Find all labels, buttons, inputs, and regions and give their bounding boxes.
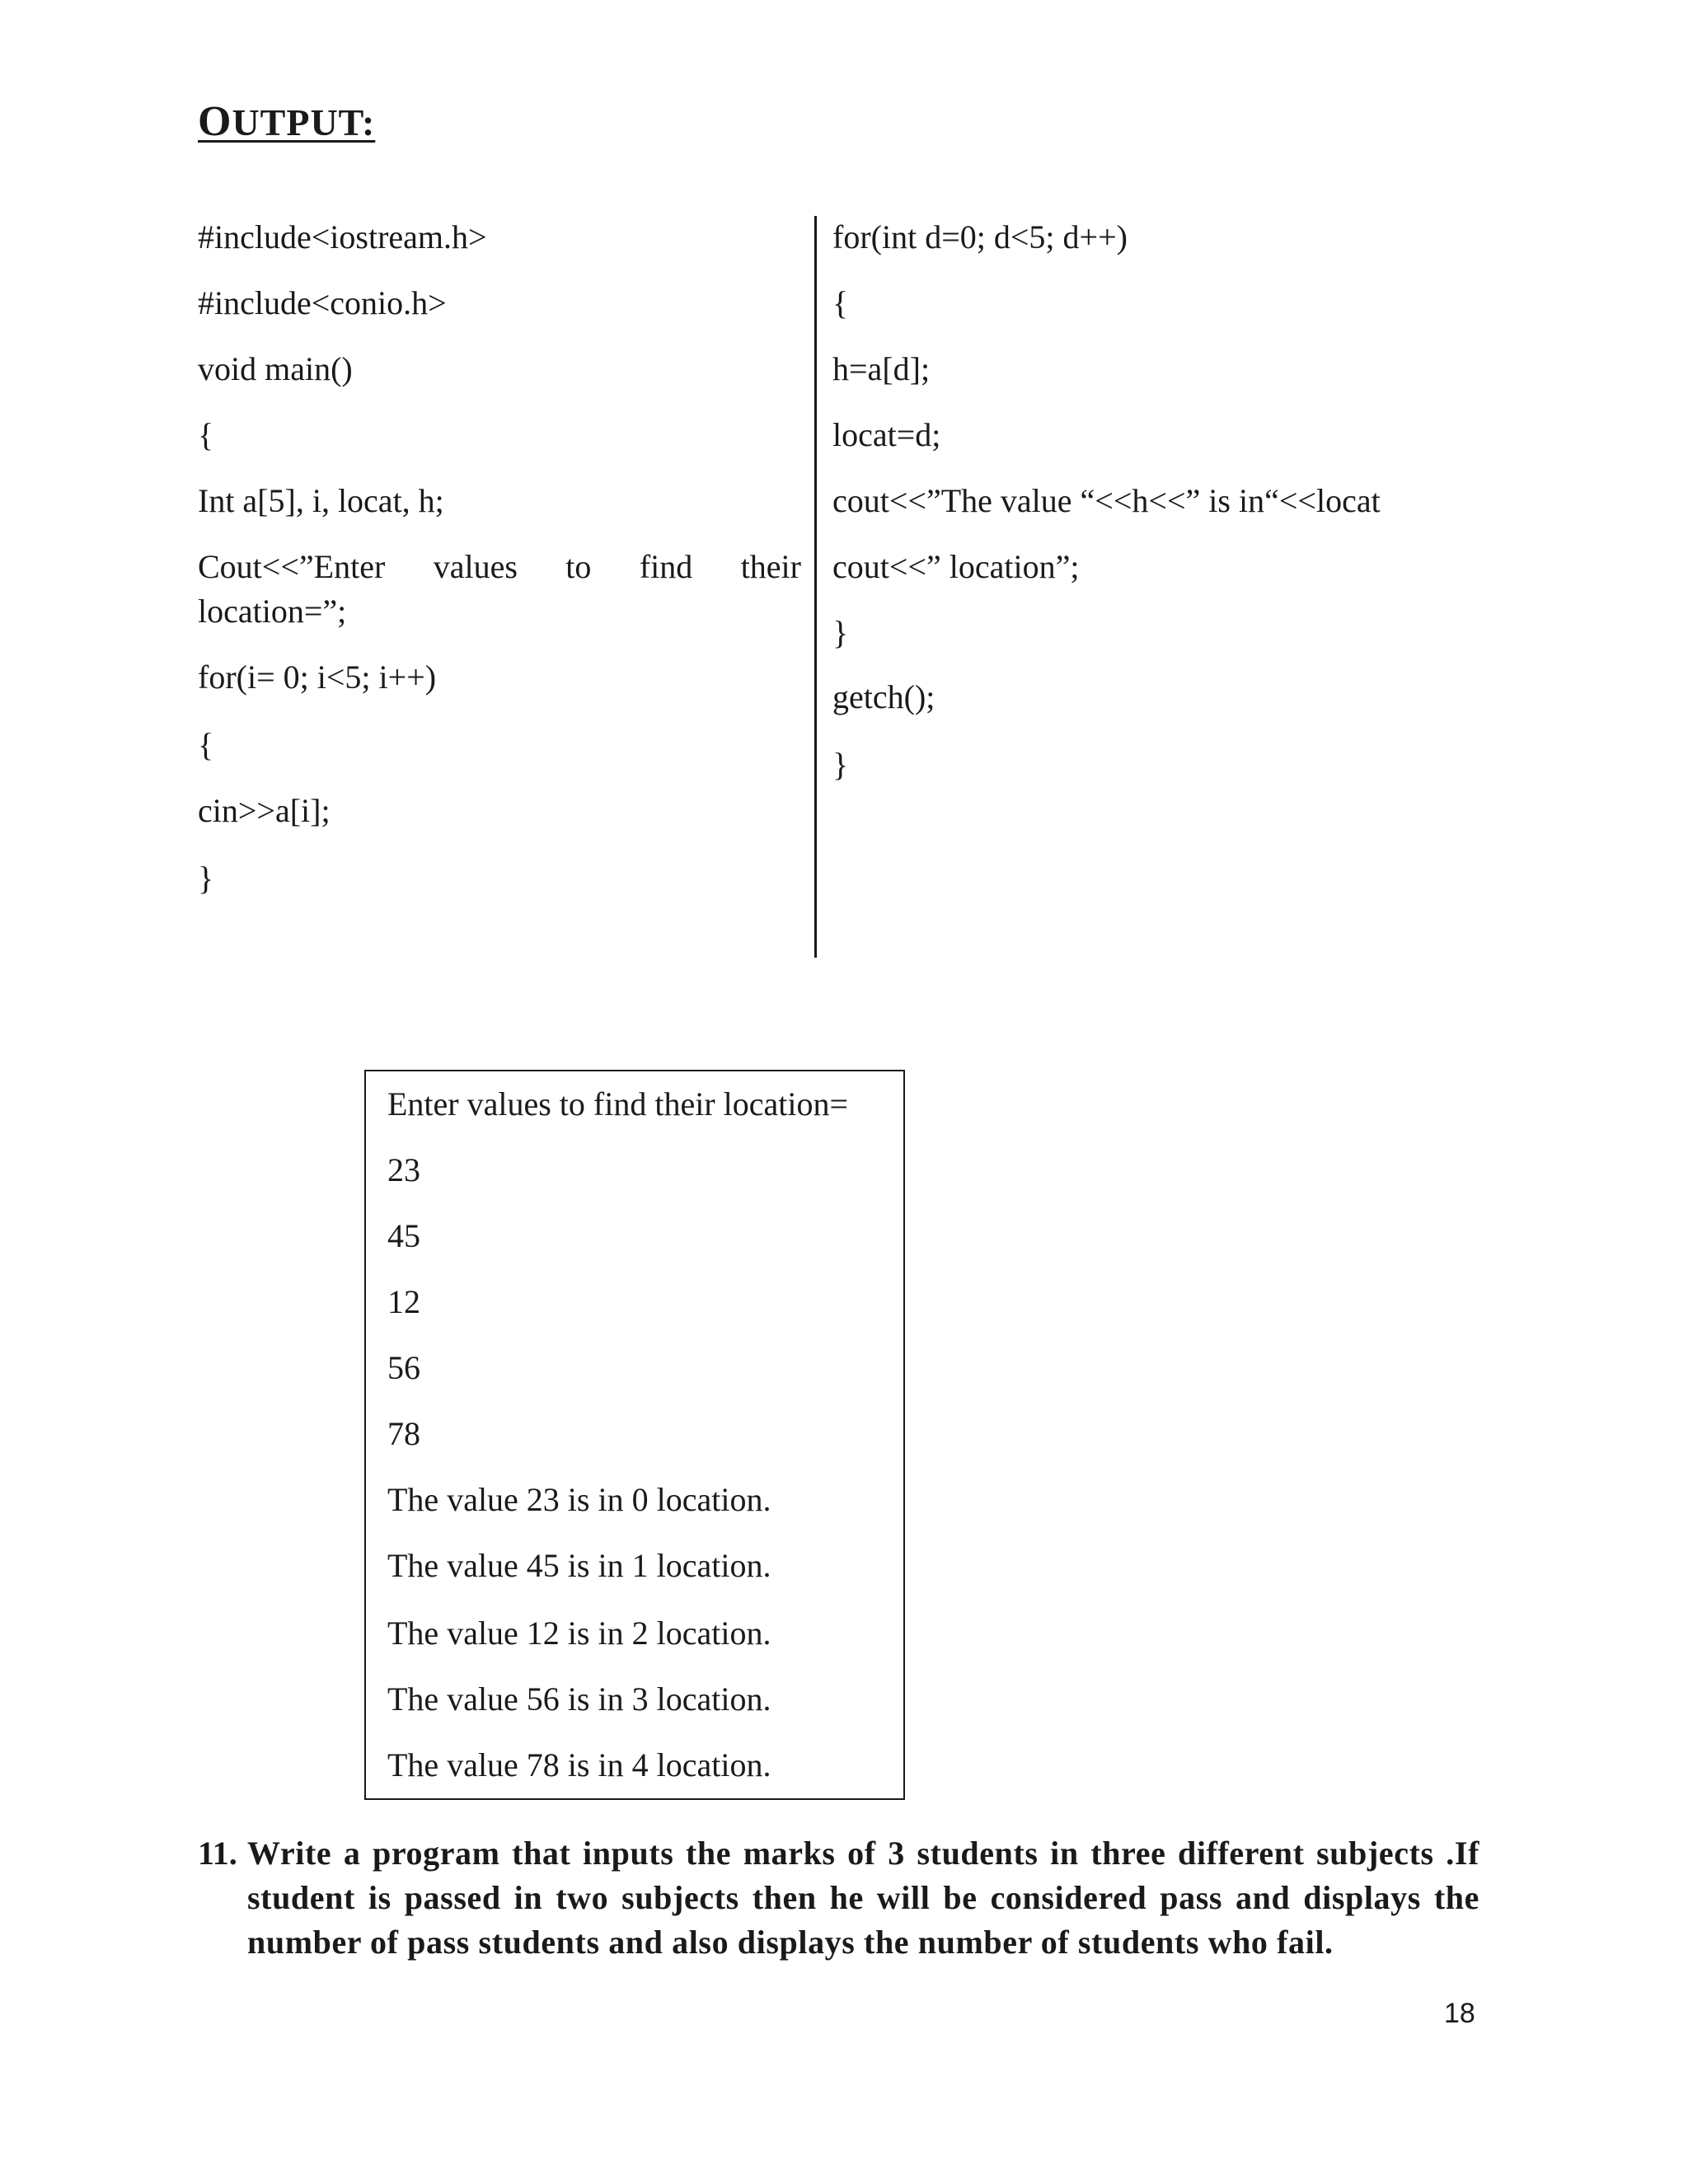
code-line: { bbox=[832, 284, 849, 321]
output-line: 12 bbox=[387, 1283, 420, 1320]
output-line: 78 bbox=[387, 1415, 420, 1452]
output-line: 23 bbox=[387, 1151, 420, 1188]
code-line: Cout<<”Enter values to find their bbox=[198, 548, 801, 585]
page-heading bbox=[198, 97, 375, 146]
code-line: cin>>a[i]; bbox=[198, 792, 331, 829]
code-line: void main() bbox=[198, 350, 353, 387]
code-line: cout<<” location”; bbox=[832, 548, 1080, 585]
code-line: #include<iostream.h> bbox=[198, 218, 487, 255]
output-line: Enter values to find their location= bbox=[387, 1085, 849, 1122]
question-text: Write a program that inputs the marks of 3 students in three different subjects .If student is passed in two subjects then he will be considered pass and displays the number of pass students and also displays the number of students who fail. bbox=[247, 1835, 1479, 1961]
output-line: The value 78 is in 4 location. bbox=[387, 1746, 771, 1783]
code-line: { bbox=[198, 416, 214, 453]
code-line: for(int d=0; d<5; d++) bbox=[832, 218, 1128, 255]
code-line: locat=d; bbox=[832, 416, 941, 453]
output-line: The value 56 is in 3 location. bbox=[387, 1680, 771, 1718]
output-line: The value 12 is in 2 location. bbox=[387, 1615, 771, 1652]
code-line: for(i= 0; i<5; i++) bbox=[198, 658, 437, 696]
code-line: Int a[5], i, locat, h; bbox=[198, 482, 444, 519]
code-line: h=a[d]; bbox=[832, 350, 931, 387]
code-line: } bbox=[832, 614, 849, 651]
heading-initial: O bbox=[198, 98, 232, 145]
code-line: } bbox=[198, 860, 214, 897]
code-line: { bbox=[198, 726, 214, 763]
output-line: 56 bbox=[387, 1349, 420, 1386]
question-number: 11. bbox=[198, 1835, 237, 1872]
page-number: 18 bbox=[1444, 1998, 1475, 2029]
heading-rest: UTPUT: bbox=[232, 101, 376, 143]
program-output-box bbox=[364, 1070, 905, 1800]
code-line: location=”; bbox=[198, 593, 347, 630]
code-line: getch(); bbox=[832, 678, 935, 715]
output-line: The value 23 is in 0 location. bbox=[387, 1481, 771, 1518]
output-line: 45 bbox=[387, 1217, 420, 1254]
code-line: #include<conio.h> bbox=[198, 284, 447, 321]
question-11 bbox=[198, 1831, 1479, 1965]
code-line: } bbox=[832, 746, 849, 783]
output-line: The value 45 is in 1 location. bbox=[387, 1547, 771, 1584]
column-divider bbox=[814, 216, 817, 958]
code-line: cout<<”The value “<<h<<” is in“<<locat bbox=[832, 482, 1381, 519]
